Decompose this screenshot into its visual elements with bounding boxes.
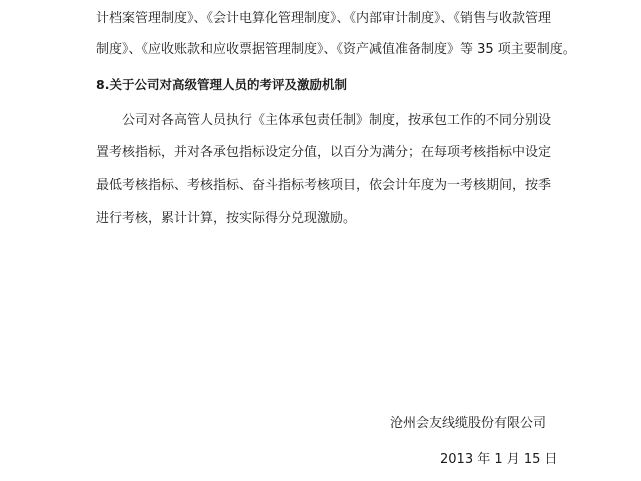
body-text-line: 计档案管理制度》、《会计电算化管理制度》、《内部审计制度》、《销售与收款管理	[96, 11, 552, 26]
paragraph-line: 最低考核指标、考核指标、奋斗指标考核项目，依会计年度为一考核期间，按季	[96, 178, 552, 193]
paragraph-line: 置考核指标，并对各承包指标设定分值，以百分为满分；在每项考核指标中设定	[96, 145, 552, 160]
signature-date: 2013 年 1 月 15 日	[440, 452, 558, 467]
signature-company: 沧州会友线缆股份有限公司	[390, 416, 547, 431]
paragraph-line: 进行考核，累计计算，按实际得分兑现激励。	[96, 211, 357, 226]
body-text-line: 制度》、《应收账款和应收票据管理制度》、《资产减值准备制度》等 35 项主要制度。	[96, 42, 576, 57]
paragraph-line: 公司对各高管人员执行《主体承包责任制》制度，按承包工作的不同分别设	[122, 113, 552, 128]
section-heading: 8.关于公司对高级管理人员的考评及激励机制	[96, 77, 347, 92]
